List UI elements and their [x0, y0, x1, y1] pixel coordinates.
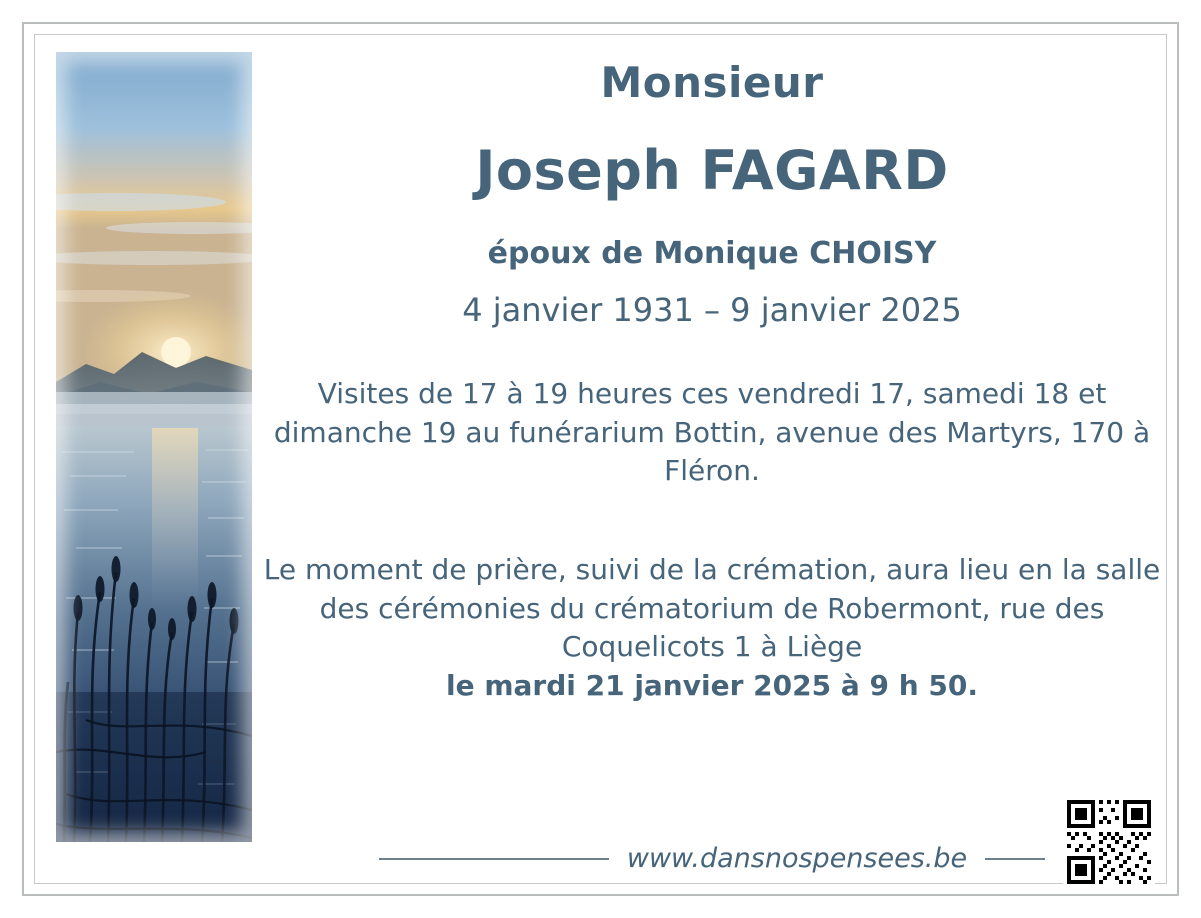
ceremony-paragraph: [262, 551, 1162, 706]
ceremony-time: le mardi 21 janvier 2025 à 9 h 50.: [446, 668, 978, 702]
ceremony-text: Le moment de prière, suivi de la crémation, aura lieu en la salle des cérémonies du crématorium de Robermont, rue des Coquelicots 1 à Liège: [263, 552, 1161, 664]
qr-code[interactable]: [1063, 796, 1155, 888]
deceased-name: Joseph FAGARD: [475, 139, 949, 202]
footer: [262, 843, 1162, 874]
website-link[interactable]: www.dansnospensees.be: [626, 843, 968, 874]
divider-left: [379, 858, 609, 860]
spouse-line: époux de Monique CHOISY: [487, 236, 937, 271]
visits-paragraph: Visites de 17 à 19 heures ces vendredi 17, samedi 18 et dimanche 19 au funérarium Bottin, avenue des Martyrs, 170 à Fléron.: [273, 377, 1151, 488]
title-monsieur: Monsieur: [600, 58, 824, 107]
divider-right: [985, 858, 1045, 860]
notice-text: [262, 50, 1162, 705]
life-dates: 4 janvier 1931 – 9 janvier 2025: [462, 291, 962, 329]
lake-sunrise-photo: [56, 52, 252, 842]
